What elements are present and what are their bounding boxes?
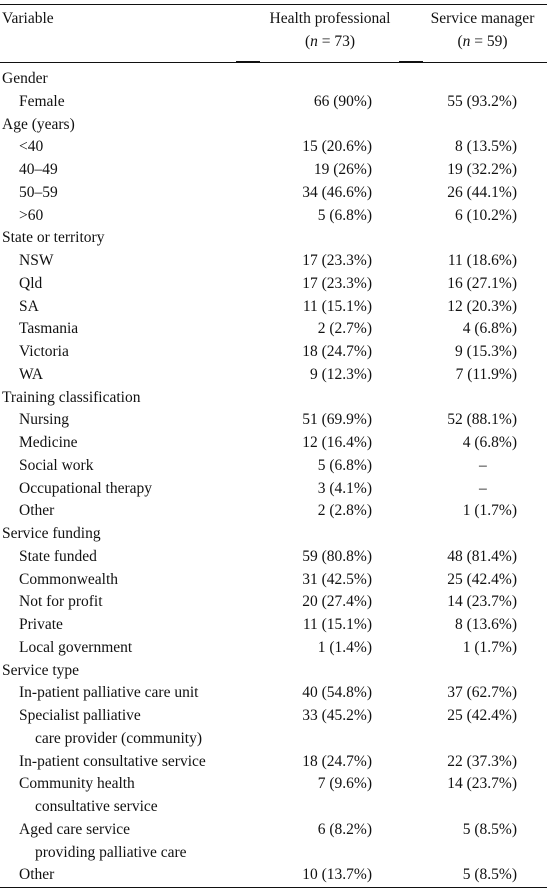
row-label <box>19 295 249 318</box>
table-row <box>0 204 547 227</box>
service-manager-value: 25 (42.4%) <box>447 570 517 588</box>
row-label-text: 50–59 <box>19 183 58 201</box>
row-label-text: Community health <box>19 775 135 793</box>
table-top-rule <box>0 4 547 5</box>
row-label-text: Not for profit <box>19 593 103 611</box>
row-label <box>19 90 249 113</box>
table-row <box>0 499 547 522</box>
health-professional-value: 5 (6.8%) <box>317 206 372 224</box>
service-manager-value: – <box>479 456 487 474</box>
row-label-text: Medicine <box>19 434 78 451</box>
row-label <box>19 431 249 454</box>
row-label-text: Qld <box>19 274 43 292</box>
table-category-row <box>0 67 547 90</box>
health-professional-value: 7 (9.6%) <box>317 775 372 793</box>
row-label <box>19 158 249 181</box>
header-sm-n: (n = 59) <box>457 33 508 50</box>
health-professional-value: 12 (16.4%) <box>302 434 372 451</box>
service-manager-value: 4 (6.8%) <box>462 434 517 451</box>
table-row <box>0 363 547 386</box>
row-label-text: SA <box>19 297 39 315</box>
category-label <box>2 226 232 249</box>
table-category-row <box>0 226 547 249</box>
health-professional-value: 2 (2.7%) <box>317 320 372 338</box>
table-row <box>0 681 547 704</box>
row-label-text: Local government <box>19 638 133 656</box>
health-professional-value: 59 (80.8%) <box>302 547 372 565</box>
table-row <box>0 295 547 318</box>
row-label-text: Social work <box>19 456 94 474</box>
table-row <box>0 272 547 295</box>
health-professional-value: 11 (15.1%) <box>302 297 372 315</box>
table-row <box>0 568 547 591</box>
service-manager-value: 1 (1.7%) <box>462 638 517 656</box>
row-label-text: Other <box>19 866 55 884</box>
row-label-text: Nursing <box>19 411 69 429</box>
health-professional-value: 6 (8.2%) <box>317 820 372 838</box>
header-hp-title: Health professional <box>269 10 391 27</box>
health-professional-value: 18 (24.7%) <box>302 752 372 770</box>
row-label <box>19 408 249 431</box>
category-label <box>2 659 232 682</box>
health-professional-value: 5 (6.8%) <box>317 456 372 474</box>
row-label <box>19 135 249 158</box>
row-label <box>19 590 249 613</box>
service-manager-value: – <box>479 479 487 497</box>
row-label <box>19 636 249 659</box>
service-manager-value: 37 (62.7%) <box>447 684 517 702</box>
table-row <box>0 772 547 818</box>
row-label <box>19 499 249 522</box>
row-label-text: Victoria <box>19 343 69 360</box>
table-row <box>0 545 547 568</box>
table-row <box>0 818 547 864</box>
category-label <box>2 522 232 545</box>
row-label <box>19 681 249 704</box>
header-rule <box>0 62 547 63</box>
health-professional-value: 11 (15.1%) <box>302 616 372 633</box>
health-professional-value: 34 (46.6%) <box>302 183 372 201</box>
table-row <box>0 135 547 158</box>
health-professional-value: 19 (26%) <box>313 161 372 178</box>
table-row <box>0 704 547 750</box>
row-label-text: Private <box>19 616 63 633</box>
table-row <box>0 454 547 477</box>
row-label-text: Commonwealth <box>19 570 119 588</box>
row-label-text: State or territory <box>2 229 105 247</box>
service-manager-value: 9 (15.3%) <box>455 343 517 360</box>
table-row <box>0 408 547 431</box>
row-label-text: Other <box>19 502 55 520</box>
service-manager-value: 7 (11.9%) <box>455 365 517 383</box>
row-label <box>19 272 249 295</box>
service-manager-value: 25 (42.4%) <box>447 707 517 724</box>
row-label <box>19 317 249 340</box>
row-label-text: Service type <box>2 661 80 679</box>
service-manager-value: 5 (8.5%) <box>462 866 517 884</box>
health-professional-value: 2 (2.8%) <box>317 502 372 520</box>
row-label-text: >60 <box>19 206 44 224</box>
service-manager-value: 4 (6.8%) <box>462 320 517 338</box>
health-professional-value: 20 (27.4%) <box>302 593 372 611</box>
row-label-text: In-patient consultative service <box>19 752 206 770</box>
service-manager-value: 26 (44.1%) <box>447 183 517 201</box>
row-label <box>19 204 249 227</box>
category-label <box>2 386 232 409</box>
header-rule-mark <box>399 61 423 63</box>
health-professional-value: 66 (90%) <box>313 92 372 110</box>
row-label <box>19 545 249 568</box>
health-professional-value: 33 (45.2%) <box>302 707 372 724</box>
table-row <box>0 181 547 204</box>
row-label <box>19 568 249 591</box>
service-manager-value: 22 (37.3%) <box>447 752 517 770</box>
row-label <box>19 181 249 204</box>
table-row <box>0 863 547 886</box>
row-label <box>19 772 249 818</box>
row-label-text: Aged care service <box>19 820 131 838</box>
row-label <box>19 613 249 636</box>
table-row <box>0 249 547 272</box>
health-professional-value: 40 (54.8%) <box>302 684 372 702</box>
service-manager-value: 1 (1.7%) <box>462 502 517 520</box>
row-label-text: Tasmania <box>19 320 79 338</box>
service-manager-value: 14 (23.7%) <box>447 775 517 793</box>
service-manager-value: 5 (8.5%) <box>462 820 517 838</box>
service-manager-value: 52 (88.1%) <box>447 411 517 429</box>
health-professional-value: 9 (12.3%) <box>310 365 372 383</box>
table-bottom-rule <box>0 887 547 888</box>
table-row <box>0 158 547 181</box>
table-row <box>0 340 547 363</box>
row-label <box>19 477 249 500</box>
header-service-manager <box>418 7 547 53</box>
row-label <box>19 363 249 386</box>
table-category-row <box>0 522 547 545</box>
table-category-row <box>0 659 547 682</box>
row-label <box>19 818 249 864</box>
table-category-row <box>0 386 547 409</box>
health-professional-value: 1 (1.4%) <box>317 638 372 656</box>
health-professional-value: 31 (42.5%) <box>302 570 372 588</box>
header-health-professional <box>255 7 405 53</box>
row-label-text: Training classification <box>2 388 141 406</box>
row-label-text: In-patient palliative care unit <box>19 684 199 702</box>
row-label <box>19 249 249 272</box>
service-manager-value: 8 (13.6%) <box>455 616 517 633</box>
row-label-text: 40–49 <box>19 161 58 178</box>
service-manager-value: 14 (23.7%) <box>447 593 517 611</box>
service-manager-value: 6 (10.2%) <box>455 206 517 224</box>
row-label-continuation: consultative service <box>35 798 158 816</box>
service-manager-value: 48 (81.4%) <box>447 547 517 565</box>
service-manager-value: 19 (32.2%) <box>447 161 517 178</box>
row-label-continuation: providing palliative care <box>35 843 187 861</box>
service-manager-value: 11 (18.6%) <box>447 252 517 269</box>
service-manager-value: 16 (27.1%) <box>447 274 517 292</box>
health-professional-value: 51 (69.9%) <box>302 411 372 429</box>
header-rule-mark <box>236 61 260 63</box>
row-label-text: Specialist palliative <box>19 707 141 724</box>
category-label <box>2 67 232 90</box>
row-label-text: Female <box>19 92 65 110</box>
service-manager-value: 55 (93.2%) <box>447 92 517 110</box>
row-label <box>19 863 249 886</box>
row-label-text: Occupational therapy <box>19 479 152 497</box>
header-sm-title: Service manager <box>430 10 535 27</box>
row-label-text: <40 <box>19 138 44 156</box>
row-label <box>19 340 249 363</box>
health-professional-value: 17 (23.3%) <box>302 252 372 269</box>
table-row <box>0 636 547 659</box>
category-label <box>2 113 232 136</box>
header-variable: Variable <box>2 10 54 27</box>
row-label-text: Gender <box>2 70 48 87</box>
row-label-text: Service funding <box>2 525 101 542</box>
row-label <box>19 454 249 477</box>
health-professional-value: 3 (4.1%) <box>317 479 372 497</box>
service-manager-value: 12 (20.3%) <box>447 297 517 315</box>
service-manager-value: 8 (13.5%) <box>455 138 517 156</box>
row-label-text: State funded <box>19 547 97 565</box>
table-row <box>0 590 547 613</box>
health-professional-value: 15 (20.6%) <box>302 138 372 156</box>
table-row <box>0 90 547 113</box>
row-label-text: WA <box>19 365 44 383</box>
table-category-row <box>0 113 547 136</box>
table-row <box>0 317 547 340</box>
health-professional-value: 18 (24.7%) <box>302 343 372 360</box>
row-label-continuation: care provider (community) <box>35 730 202 747</box>
health-professional-value: 10 (13.7%) <box>302 866 372 884</box>
header-hp-n: (n = 73) <box>304 33 356 50</box>
row-label <box>19 750 249 773</box>
table-row <box>0 750 547 773</box>
table-row <box>0 431 547 454</box>
health-professional-value: 17 (23.3%) <box>302 274 372 292</box>
table-row <box>0 477 547 500</box>
row-label-text: Age (years) <box>2 115 75 133</box>
row-label <box>19 704 249 750</box>
row-label-text: NSW <box>19 252 54 269</box>
table-row <box>0 613 547 636</box>
